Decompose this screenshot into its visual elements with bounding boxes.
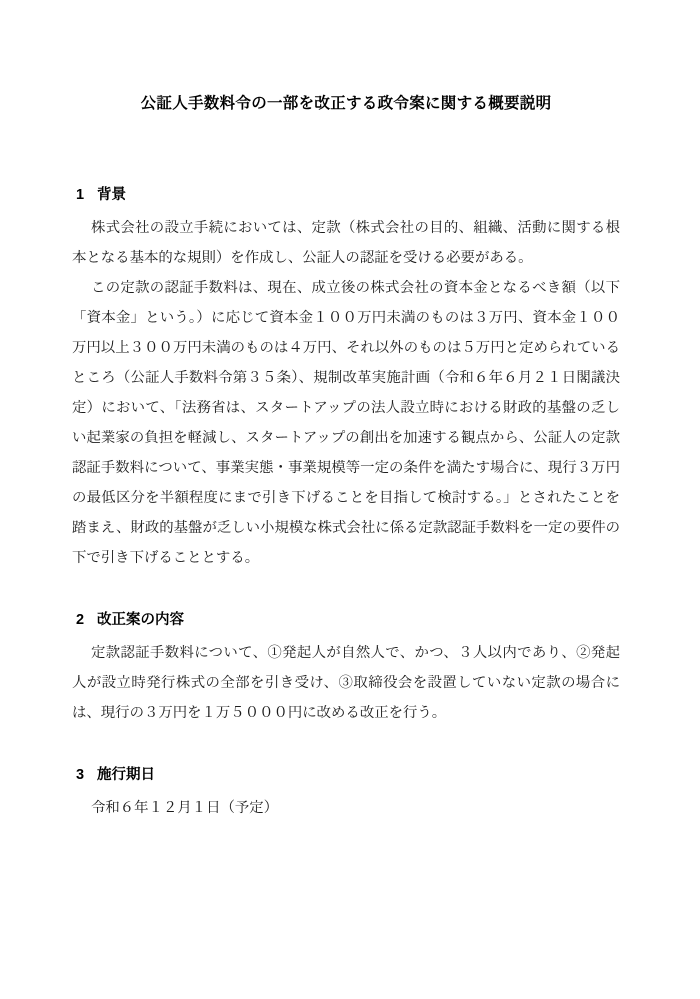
section-heading-label: 改正案の内容 [97, 612, 184, 628]
section-heading [72, 180, 620, 210]
section-number: 3 [76, 767, 85, 783]
section-heading [72, 605, 620, 635]
section-heading-label: 施行期日 [97, 767, 155, 783]
paragraph: 株式会社の設立手続においては、定款（株式会社の目的、組織、活動に関する根本となる基本的な規則）を作成し、公証人の認証を受ける必要がある。 [72, 220, 620, 266]
section-amendment-content [72, 605, 620, 728]
paragraph: 定款認証手数料について、①発起人が自然人で、かつ、３人以内であり、②発起人が設立時発行株式の全部を引き受け、③取締役会を設置していない定款の場合には、現行の３万円を１万５０００円に改める改正を行う。 [72, 645, 620, 721]
section-background [72, 180, 620, 573]
paragraph: 令和６年１２月１日（予定） [91, 800, 279, 816]
paragraph: この定款の認証手数料は、現在、成立後の株式会社の資本金となるべき額（以下「資本金」という。）に応じて資本金１００万円未満のものは３万円、資本金１００万円以上３００万円未満のものは４万円、それ以外のものは５万円と定められているところ（公証人手数料令第３５条）、規制改革実施計画（令和６年６月２１日閣議決定）において、「法務省は、スタートアップの法人設立時における財政的基盤の乏しい起業家の負担を軽減し、スタートアップの創出を加速する観点から、公証人の定款認証手数料について、事業実態・事業規模等一定の条件を満たす場合に、現行３万円の最低区分を半額程度にまで引き下げることを目指して検討する。」とされたことを踏まえ、財政的基盤が乏しい小規模な株式会社に係る定款認証手数料を一定の要件の下で引き下げることとする。 [72, 280, 620, 566]
section-effective-date [72, 760, 620, 823]
document-title: 公証人手数料令の一部を改正する政令案に関する概要説明 [140, 95, 552, 112]
section-heading-label: 背景 [97, 187, 126, 203]
section-heading [72, 760, 620, 790]
section-number: 1 [76, 187, 85, 203]
section-number: 2 [76, 612, 85, 628]
